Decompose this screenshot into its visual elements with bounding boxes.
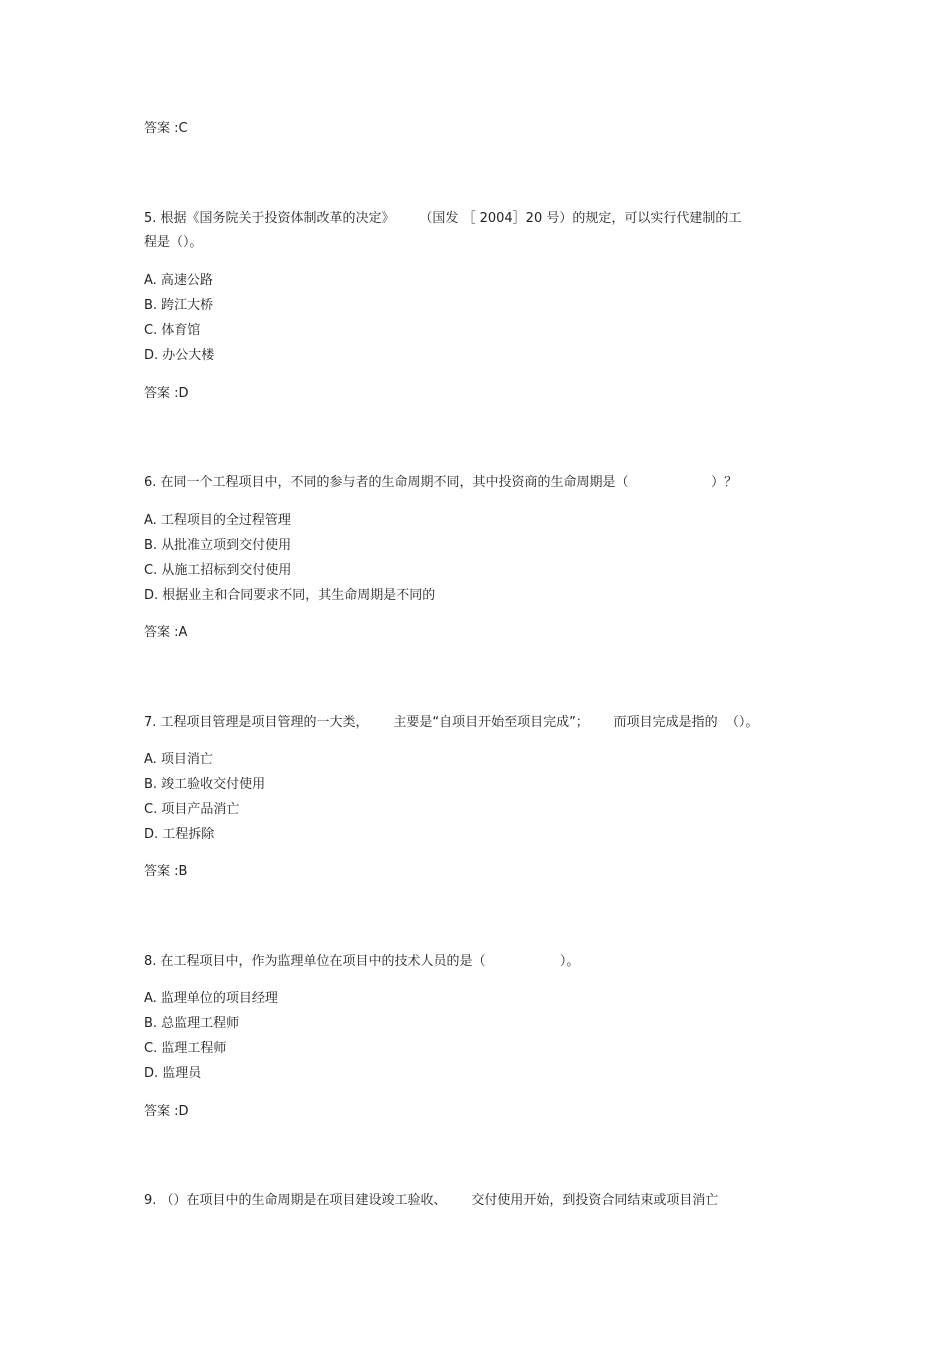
question-7-option-a: A. 项目消亡 [144, 752, 213, 767]
question-8-option-c: C. 监理工程师 [144, 1041, 227, 1056]
question-6-option-d: D. 根据业主和合同要求不同，其生命周期是不同的 [144, 588, 436, 603]
question-6-option-a: A. 工程项目的全过程管理 [144, 513, 291, 528]
question-5-option-c: C. 体育馆 [144, 323, 201, 338]
question-6-option-b: B. 从批准立项到交付使用 [144, 538, 292, 553]
question-7-option-c: C. 项目产品消亡 [144, 802, 240, 817]
question-5-option-a: A. 高速公路 [144, 273, 213, 288]
question-5-text-line-1: 5. 根据《国务院关于投资体制改革的决定》 （国发 ［ 2004］20 号）的规定，可以实行代建制的工 [144, 211, 742, 226]
question-6-option-c: C. 从施工招标到交付使用 [144, 563, 292, 578]
answer-text: 答案 :C [144, 121, 188, 136]
question-7-option-b: B. 竣工验收交付使用 [144, 777, 266, 792]
question-5-option-b: B. 跨江大桥 [144, 298, 214, 313]
question-6-text: 6. 在同一个工程项目中，不同的参与者的生命周期不同，其中投资商的生命周期是（ ）？ [144, 475, 738, 490]
question-5-text-line-2: 程是（）。 [144, 235, 203, 250]
question-6-answer: 答案 :A [144, 625, 188, 640]
question-8-answer: 答案 :D [144, 1104, 189, 1119]
question-8-option-b: B. 总监理工程师 [144, 1016, 240, 1031]
question-7-option-d: D. 工程拆除 [144, 827, 215, 842]
question-8-option-a: A. 监理单位的项目经理 [144, 991, 278, 1006]
question-8-option-d: D. 监理员 [144, 1066, 202, 1081]
question-7-text: 7. 工程项目管理是项目管理的一大类， 主要是“自项目开始至项目完成”； 而项目完成是指的 （）。 [144, 715, 759, 730]
question-5-answer: 答案 :D [144, 386, 189, 401]
question-9-text: 9. （）在项目中的生命周期是在项目建设竣工验收、 交付使用开始，到投资合同结束或项目消亡 [144, 1193, 719, 1208]
question-8-text: 8. 在工程项目中，作为监理单位在项目中的技术人员的是（ ）。 [144, 954, 580, 969]
question-7-answer: 答案 :B [144, 864, 188, 879]
question-5-option-d: D. 办公大楼 [144, 348, 215, 363]
